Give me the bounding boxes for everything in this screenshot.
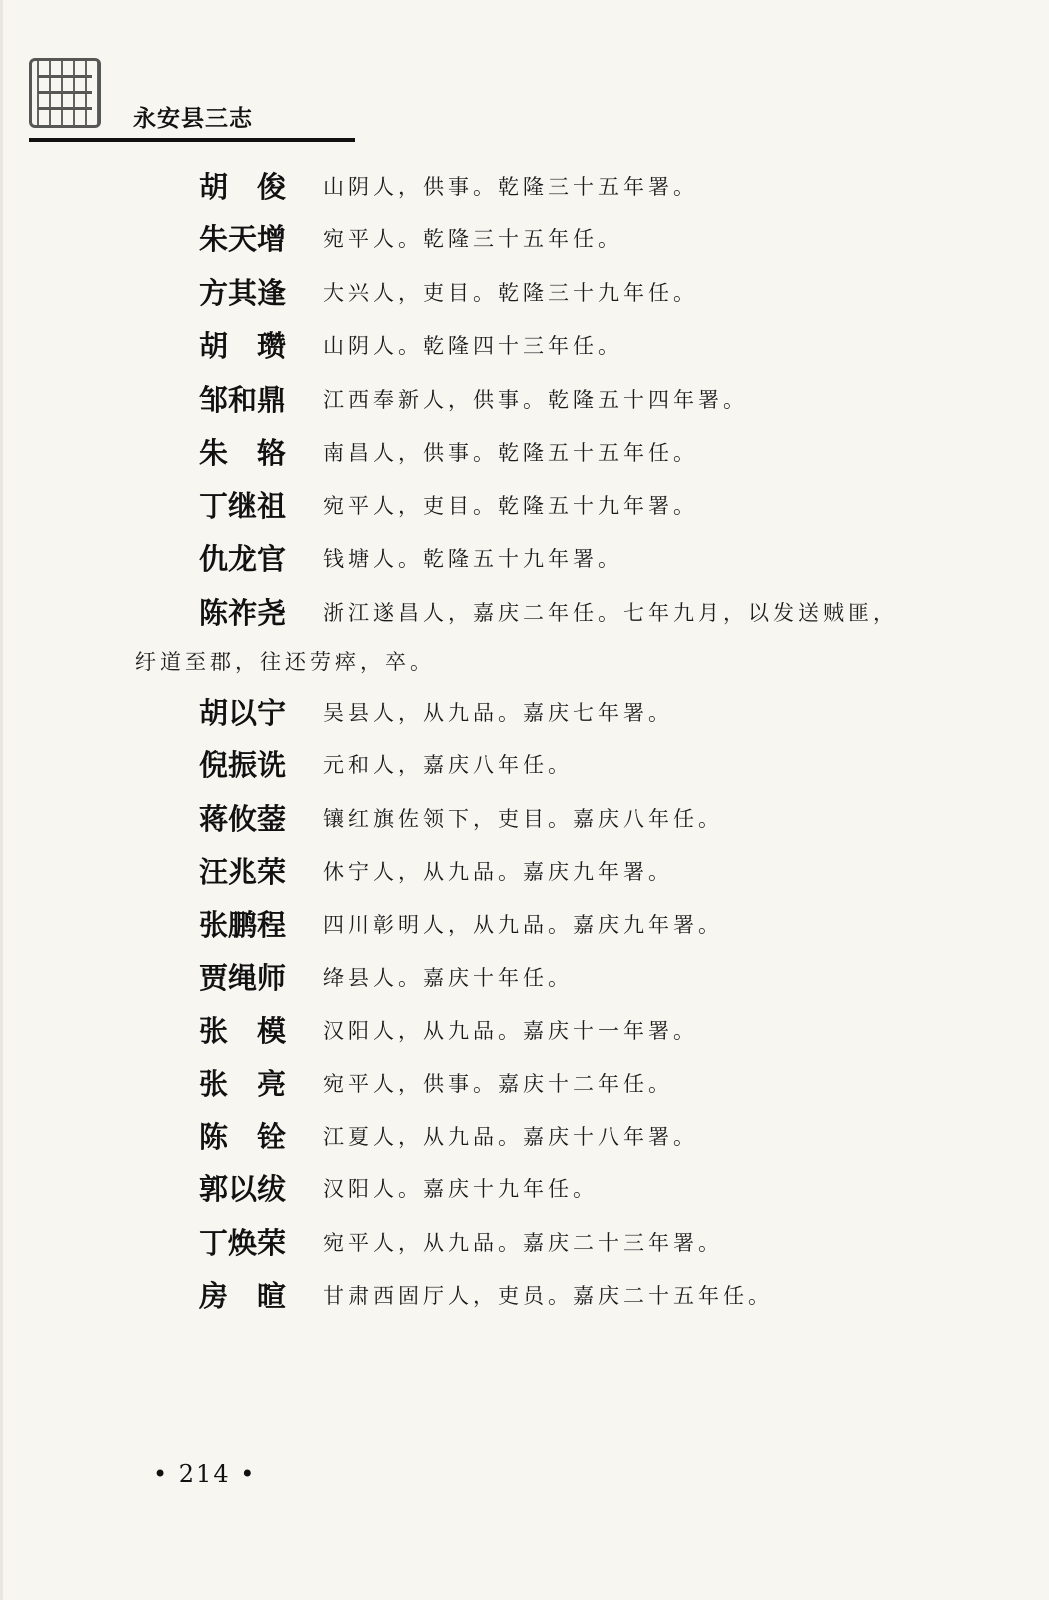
official-description: 甘肃西固厅人，吏员。嘉庆二十五年任。 [323, 1284, 773, 1308]
official-description: 宛平人。乾隆三十五年任。 [323, 227, 623, 251]
official-description: 钱塘人。乾隆五十九年署。 [323, 547, 623, 571]
official-description: 镶红旗佐领下，吏目。嘉庆八年任。 [323, 807, 723, 831]
official-name: 胡 俊 [199, 170, 287, 204]
official-description: 汉阳人，从九品。嘉庆十一年署。 [323, 1019, 698, 1043]
official-name: 胡以宁 [199, 696, 287, 730]
seal-stamp [29, 58, 101, 128]
official-description: 江西奉新人，供事。乾隆五十四年署。 [323, 388, 748, 412]
official-description: 绛县人。嘉庆十年任。 [323, 966, 573, 990]
official-name: 方其逢 [199, 276, 287, 310]
official-name: 丁继祖 [199, 489, 287, 523]
official-name: 倪振诜 [199, 748, 287, 782]
official-name: 蒋攸蓥 [199, 802, 287, 836]
official-name: 丁焕荣 [199, 1226, 287, 1260]
official-description: 南昌人，供事。乾隆五十五年任。 [323, 441, 698, 465]
official-description: 山阴人。乾隆四十三年任。 [323, 334, 623, 358]
official-description: 江夏人，从九品。嘉庆十八年署。 [323, 1125, 698, 1149]
header-rule [29, 138, 355, 142]
official-name: 胡 瓒 [199, 329, 287, 363]
official-name: 朱天增 [199, 222, 287, 256]
official-description: 宛平人，从九品。嘉庆二十三年署。 [323, 1231, 723, 1255]
official-description: 休宁人，从九品。嘉庆九年署。 [323, 860, 673, 884]
official-name: 贾绳师 [199, 961, 287, 995]
official-description: 元和人，嘉庆八年任。 [323, 753, 573, 777]
official-description: 大兴人，吏目。乾隆三十九年任。 [323, 281, 698, 305]
official-name: 仇龙官 [199, 542, 287, 576]
official-name: 房 暄 [199, 1279, 287, 1313]
official-name: 张 亮 [199, 1067, 287, 1101]
official-name: 郭以绂 [199, 1172, 287, 1206]
official-name: 张鹏程 [199, 908, 287, 942]
official-description: 四川彰明人，从九品。嘉庆九年署。 [323, 913, 723, 937]
official-description: 宛平人，吏目。乾隆五十九年署。 [323, 494, 698, 518]
official-description: 浙江遂昌人，嘉庆二年任。七年九月，以发送贼匪， [323, 601, 898, 625]
official-name: 邹和鼎 [199, 383, 287, 417]
official-description: 宛平人，供事。嘉庆十二年任。 [323, 1072, 673, 1096]
official-name: 朱 辂 [199, 436, 287, 470]
official-description-continuation: 纡道至郡，往还劳瘁，卒。 [135, 650, 435, 674]
official-name: 汪兆荣 [199, 855, 287, 889]
book-title: 永安县三志 [133, 106, 253, 132]
page-number: • 214 • [153, 1460, 257, 1488]
official-name: 张 模 [199, 1014, 287, 1048]
official-name: 陈 铨 [199, 1120, 287, 1154]
official-description: 汉阳人。嘉庆十九年任。 [323, 1177, 598, 1201]
official-description: 山阴人，供事。乾隆三十五年署。 [323, 175, 698, 199]
official-name: 陈祚尧 [199, 596, 287, 630]
official-description: 吴县人，从九品。嘉庆七年署。 [323, 701, 673, 725]
